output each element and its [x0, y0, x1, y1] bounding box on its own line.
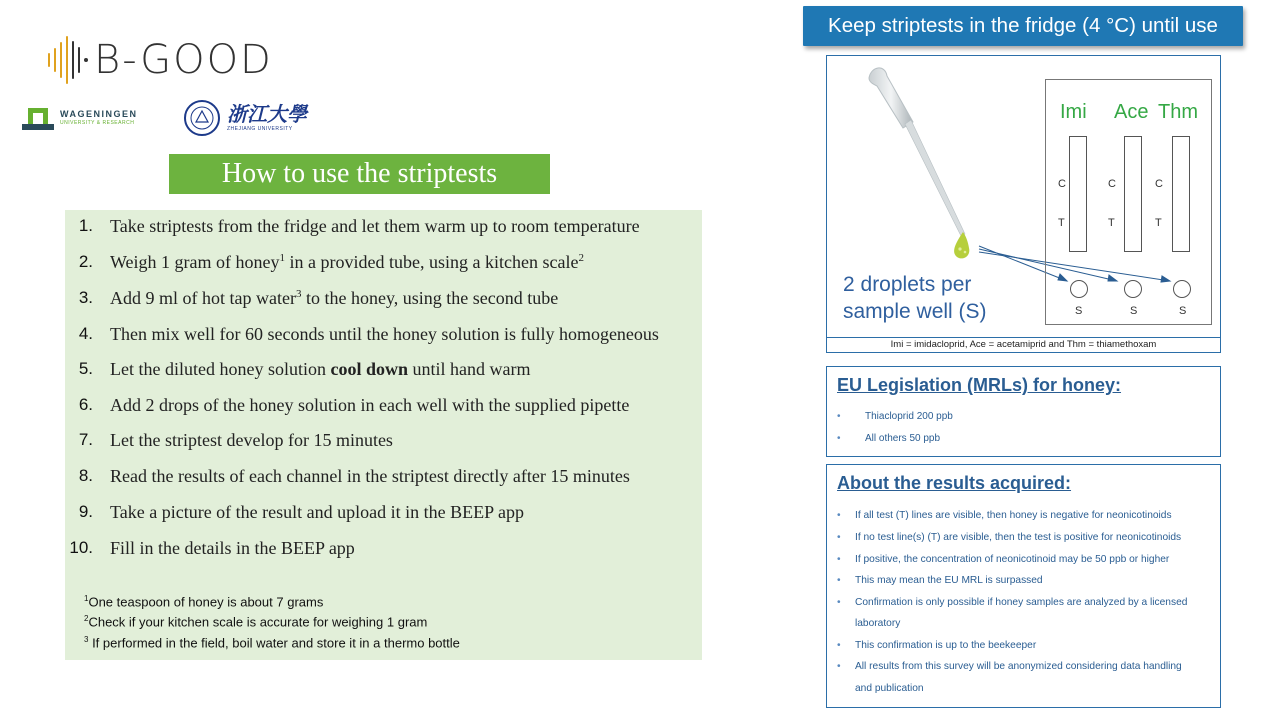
bullet-icon: • [837, 597, 841, 608]
results-item [837, 554, 1169, 565]
strip-name-ace: Ace [1114, 101, 1149, 123]
test-line-label: T [1155, 217, 1162, 229]
results-box [826, 464, 1221, 708]
results-item [837, 661, 1182, 672]
bullet-icon: • [837, 411, 841, 422]
zhejiang-name-en: ZHEJIANG UNIVERSITY [227, 126, 293, 132]
results-item [837, 597, 1187, 608]
step-text [110, 288, 558, 309]
legislation-text: All others 50 ppb [865, 433, 941, 444]
zhejiang-name-cn: 浙江大學 [227, 102, 307, 126]
step-number: 7. [78, 430, 93, 449]
zhejiang-logo [183, 99, 307, 137]
wageningen-sub: UNIVERSITY & RESEARCH [60, 120, 135, 126]
results-text: laboratory [855, 618, 901, 629]
bullet-icon: • [837, 640, 841, 651]
sample-well-label: S [1075, 305, 1083, 317]
page-title: How to use the striptests [169, 154, 550, 194]
zhejiang-seal-icon [183, 99, 221, 137]
step-text: Read the results of each channel in the striptest directly after 15 minutes [110, 465, 630, 486]
footnote-text: If performed in the field, boil water and store it in a thermo bottle [88, 634, 460, 650]
droplets-label [843, 271, 987, 325]
footnote-mark: 2 [84, 614, 89, 624]
step-text-part: until hand warm [407, 358, 531, 379]
footnote [84, 590, 460, 610]
footnote-ref: 3 [295, 287, 302, 300]
results-text: This may mean the EU MRL is surpassed [855, 575, 1043, 586]
legislation-box [826, 366, 1221, 457]
results-item-continued [837, 618, 900, 629]
bullet-icon: • [837, 575, 841, 586]
bullet-icon: • [837, 661, 841, 672]
control-line-label: C [1108, 178, 1116, 190]
results-item-continued [837, 683, 924, 694]
sample-well-icon [1070, 280, 1088, 298]
step-number: 4. [78, 324, 93, 343]
legislation-item [837, 433, 940, 444]
step-text: Take striptests from the fridge and let them warm up to room temperature [110, 215, 640, 236]
step-text-bold: cool down [330, 358, 408, 379]
step-text: Then mix well for 60 seconds until the honey solution is fully homogeneous [110, 323, 659, 344]
wageningen-mark-icon [22, 106, 54, 130]
bullet-icon: • [837, 510, 841, 521]
step-text-part: Let the diluted honey solution [110, 358, 331, 379]
bgood-logo-text: B-GOOD [94, 37, 273, 83]
step-text: Add 2 drops of the honey solution in each well with the supplied pipette [110, 394, 630, 415]
step-number: 10. [69, 538, 93, 557]
results-text: and publication [855, 683, 924, 694]
wageningen-logo [22, 106, 138, 130]
step-text-part: Add 9 ml of hot tap water [110, 287, 296, 308]
step-number: 8. [78, 466, 93, 485]
step-text: Let the striptest develop for 15 minutes [110, 429, 393, 450]
step-text [110, 252, 584, 273]
results-text: This confirmation is up to the beekeeper [855, 640, 1037, 651]
control-line-label: C [1155, 178, 1163, 190]
footnote-mark: 1 [84, 594, 89, 603]
step-number: 3. [78, 288, 93, 307]
sample-well-label: S [1130, 305, 1138, 317]
step-number: 6. [78, 395, 93, 414]
footnote-mark: 3 [84, 634, 89, 644]
droplets-label-line: sample well (S) [843, 300, 987, 323]
strip-name-thm: Thm [1158, 101, 1198, 123]
sample-well-label: S [1179, 305, 1187, 317]
bgood-logo [48, 30, 273, 90]
results-title: About the results acquired: [837, 473, 1072, 493]
step-text: Fill in the details in the BEEP app [110, 537, 355, 558]
step-number: 2. [78, 252, 93, 271]
diagram-caption: Imi = imidacloprid, Ace = acetamiprid and Thm = thiamethoxam [826, 338, 1221, 353]
step-text-part: to the honey, using the second tube [301, 287, 559, 308]
results-text: All results from this survey will be anonymized considering data handling [855, 661, 1182, 672]
footnote-text: Check if your kitchen scale is accurate for weighing 1 gram [88, 614, 428, 630]
results-item [837, 640, 1036, 651]
step-text-part: in a provided tube, using a kitchen scale [285, 251, 579, 272]
footnote-text: One teaspoon of honey is about 7 grams [88, 594, 324, 610]
step-text-part: Weigh 1 gram of honey [110, 251, 280, 272]
fridge-banner: Keep striptests in the fridge (4 °C) until use [803, 6, 1243, 46]
results-text: Confirmation is only possible if honey samples are analyzed by a licensed [855, 597, 1188, 608]
results-text: If positive, the concentration of neonicotinoid may be 50 ppb or higher [855, 554, 1170, 565]
bgood-bars-icon [48, 36, 88, 84]
instructions-panel [65, 210, 702, 660]
footnote [84, 610, 460, 630]
step-number: 5. [78, 359, 93, 378]
bullet-icon: • [837, 554, 841, 565]
sample-well-icon [1124, 280, 1142, 298]
strip-ace [1124, 136, 1142, 252]
control-line-label: C [1058, 178, 1066, 190]
footnote-ref: 2 [578, 251, 584, 264]
step-text [110, 359, 530, 380]
strip-imi [1069, 136, 1087, 252]
strip-thm [1172, 136, 1190, 252]
test-line-label: T [1108, 217, 1115, 229]
footnote-ref: 1 [279, 251, 286, 264]
bullet-icon: • [837, 532, 841, 543]
legislation-title: EU Legislation (MRLs) for honey: [837, 375, 1122, 395]
results-item [837, 532, 1181, 543]
legislation-text: Thiacloprid 200 ppb [865, 411, 953, 422]
footnote [84, 631, 460, 651]
test-line-label: T [1058, 217, 1065, 229]
droplets-label-line: 2 droplets per [843, 273, 972, 296]
step-text: Take a picture of the result and upload it in the BEEP app [110, 501, 524, 522]
step-number: 1. [78, 216, 93, 235]
strip-name-imi: Imi [1060, 101, 1087, 123]
results-text: If all test (T) lines are visible, then honey is negative for neonicotinoids [855, 510, 1172, 521]
results-text: If no test line(s) (T) are visible, then the test is positive for neonicotinoids [855, 532, 1182, 543]
step-number: 9. [78, 502, 93, 521]
legislation-item [837, 411, 953, 422]
results-item [837, 510, 1172, 521]
footnotes [84, 590, 460, 651]
wageningen-name: WAGENINGEN [60, 109, 138, 119]
bullet-icon: • [837, 433, 841, 444]
sample-well-icon [1173, 280, 1191, 298]
results-item [837, 575, 1043, 586]
